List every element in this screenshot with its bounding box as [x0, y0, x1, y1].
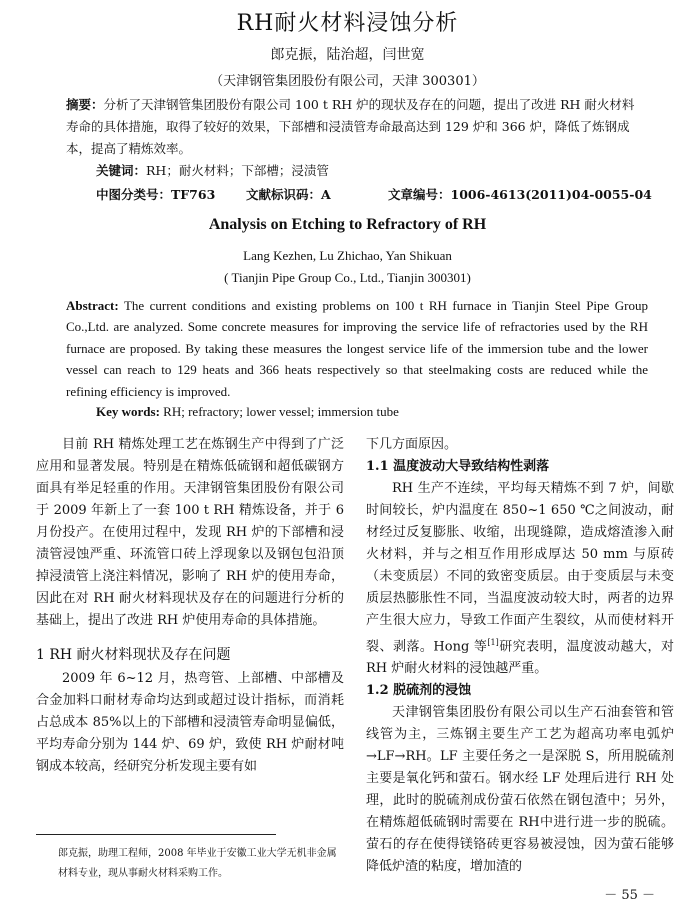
continued-text: 下几方面原因。 — [366, 437, 458, 452]
keywords-label-en: Key words: — [96, 404, 160, 419]
authors-en: Lang Kezhen, Lu Zhichao, Yan Shikuan — [243, 248, 452, 263]
affiliation-en: ( Tianjin Pipe Group Co., Ltd., Tianjin 300301) — [224, 270, 471, 285]
reference-mark: [1] — [487, 638, 499, 647]
section-1-heading: 1 RH 耐火材料现状及存在问题 — [36, 647, 231, 663]
subsection-1-2-paragraph: 天津钢管集团股份有限公司以生产石油套管和管线管为主，三炼钢主要生产工艺为超高功率电弧炉→LF→RH。LF 主要任务之一是深脱 S，所用脱硫剂主要是氧化钙和萤石。钢水经 LF 处理后进行 RH 处理，此时的脱硫剂成份萤石依然在钢包渣中；另外，在精炼超低硫钢时需要在 RH中进行进一步的脱硫。萤石的存在使得镁铬砖更容易被浸蚀，因为萤石能够降低炉渣的粘度，增加渣的 — [366, 705, 674, 875]
article-number: 文章编号：1006-4613(2011)04-0055-04 — [388, 187, 652, 202]
subsection-1-1-paragraph — [366, 478, 674, 680]
keywords-text-cn: RH；耐火材料；下部槽；浸渍管 — [146, 163, 329, 178]
clc-number: 中图分类号：TF763 — [96, 187, 216, 202]
section-1-paragraph: 2009 年 6~12 月，热弯管、上部槽、中部槽及合金加料口耐材寿命均达到或超过设计指标，而消耗占总成本 85%以上的下部槽和浸渍管寿命明显偏低，平均寿命分别为 144 炉、69 炉，致使 RH 炉耐材吨钢成本较高，经研究分析发现主要有如 — [36, 671, 344, 774]
keywords-label-cn: 关键词： — [96, 163, 147, 178]
left-column — [36, 434, 344, 778]
abstract-cn — [66, 94, 646, 160]
keywords-text-en: RH; refractory; lower vessel; immersion tube — [159, 404, 399, 419]
abstract-label-en: Abstract: — [66, 298, 119, 313]
subsection-1-2-heading: 1.2 脱硫剂的浸蚀 — [366, 683, 472, 699]
right-column — [366, 434, 674, 878]
subsection-1-1-heading: 1.1 温度波动大导致结构性剥落 — [366, 459, 550, 474]
intro-paragraph: 目前 RH 精炼处理工艺在炼钢生产中得到了广泛应用和显著发展。特别是在精炼低硫钢和超低碳钢方面具有举足轻重的作用。天津钢管集团股份有限公司于 2009 年新上了一套 100 t RH 精炼设备，并于 6 月份投产。在使用过程中，发现 RH 炉的下部槽和浸渍管浸蚀严重、环流管口砖上浮现象以及钢包包沿顶掉浸渍管上浇注料情况，影响了 RH 炉的使用寿命，因此在对 RH 耐火材料现状及存在的问题进行分析的基础上，提出了改进 RH 炉使用寿命的具体措施。 — [36, 437, 344, 628]
footnote-divider — [36, 834, 276, 835]
subsection-1-1-text-b: 研究表明，温度波动越大，对 RH 炉耐火材料的浸蚀越严重。 — [366, 639, 674, 677]
paper-title-en: Analysis on Etching to Refractory of RH — [208, 216, 487, 233]
author-footnote: 郎克振，助理工程师，2008 年毕业于安徽工业大学无机非金属材料专业，现从事耐火材料采购工作。 — [58, 848, 337, 879]
page-number: － 55 － — [604, 888, 655, 903]
abstract-text-cn: 分析了天津钢管集团股份有限公司 100 t RH 炉的现状及存在的问题，提出了改进 RH 耐火材料寿命的具体措施，取得了较好的效果，下部槽和浸渍管寿命最高达到 129 炉和 366 炉，降低了炼钢成本，提高了精炼效率。 — [66, 97, 635, 156]
abstract-en — [66, 295, 648, 402]
authors-cn: 郎克振，陆治超，闫世宽 — [270, 47, 425, 63]
keywords-en — [96, 404, 399, 420]
abstract-label-cn: 摘要： — [66, 97, 104, 112]
affiliation-cn: （天津钢管集团股份有限公司，天津 300301） — [210, 74, 485, 89]
keywords-cn — [96, 161, 329, 179]
subsection-1-1-text-a: RH 生产不连续，平均每天精炼不到 7 炉，间歇时间较长，炉内温度在 850~1 650 ℃之间波动，耐材经过反复膨胀、收缩，出现缝隙，造成熔渣渗入耐火材料，并与之相互作用形成厚达 50 mm 与原砖（未变质层）不同的致密变质层。由于变质层与未变质层热膨胀性不同，当温度波动较大时，两者的边界产生很大应力，导致工作面产生裂纹，从而使材料开裂、剥落。Hong 等 — [366, 481, 674, 655]
abstract-text-en: The current conditions and existing problems on 100 t RH furnace in Tianjin Steel Pipe Group Co.,Ltd. are analyzed. Some concrete measures for improving the service life of refractories used by the RH furnace are proposed. By taking these measures the longest service life of the immersion tube and the lower vessel can reach to 129 heats and 366 heats respectively so that steelmaking costs are reduced while the refining efficiency is improved. — [66, 298, 648, 399]
paper-title-cn: RH耐火材料浸蚀分析 — [236, 11, 459, 36]
document-code: 文献标识码：A — [246, 187, 331, 202]
